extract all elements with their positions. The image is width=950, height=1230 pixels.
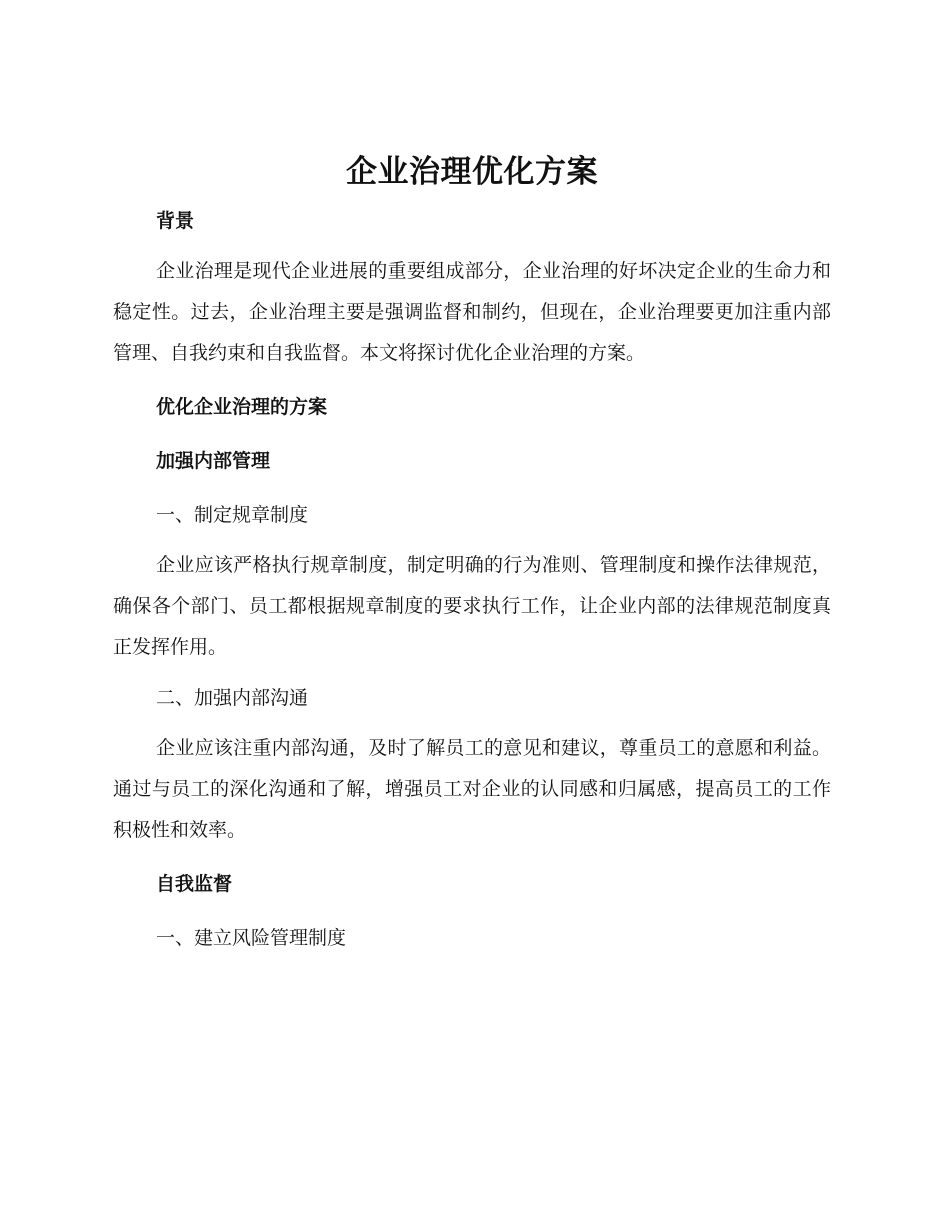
- paragraph-communication: 企业应该注重内部沟通，及时了解员工的意见和建议，尊重员工的意愿和利益。通过与员工的深化沟通和了解，增强员工对企业的认同感和归属感，提高员工的工作积极性和效率。: [113, 737, 831, 841]
- paragraph-rules: 企业应该严格执行规章制度，制定明确的行为准则、管理制度和操作法律规范，确保各个部门、员工都根据规章制度的要求执行工作，让企业内部的法律规范制度真正发挥作用。: [113, 554, 831, 658]
- list-item-risk-management: 一、建立风险管理制度: [156, 927, 347, 949]
- document-title: 企业治理优化方案: [346, 154, 598, 190]
- list-item-communication: 二、加强内部沟通: [156, 687, 309, 709]
- list-item-rules: 一、制定规章制度: [156, 504, 309, 526]
- subsection-heading-internal-management: 加强内部管理: [156, 450, 271, 472]
- paragraph-background: 企业治理是现代企业进展的重要组成部分，企业治理的好坏决定企业的生命力和稳定性。过去，企业治理主要是强调监督和制约，但现在，企业治理要更加注重内部管理、自我约束和自我监督。本文将探讨优化企业治理的方案。: [113, 260, 831, 364]
- section-heading-background: 背景: [156, 210, 195, 232]
- document-body: [113, 150, 831, 953]
- section-heading-plan: 优化企业治理的方案: [156, 396, 328, 418]
- subsection-heading-self-supervision: 自我监督: [156, 873, 233, 895]
